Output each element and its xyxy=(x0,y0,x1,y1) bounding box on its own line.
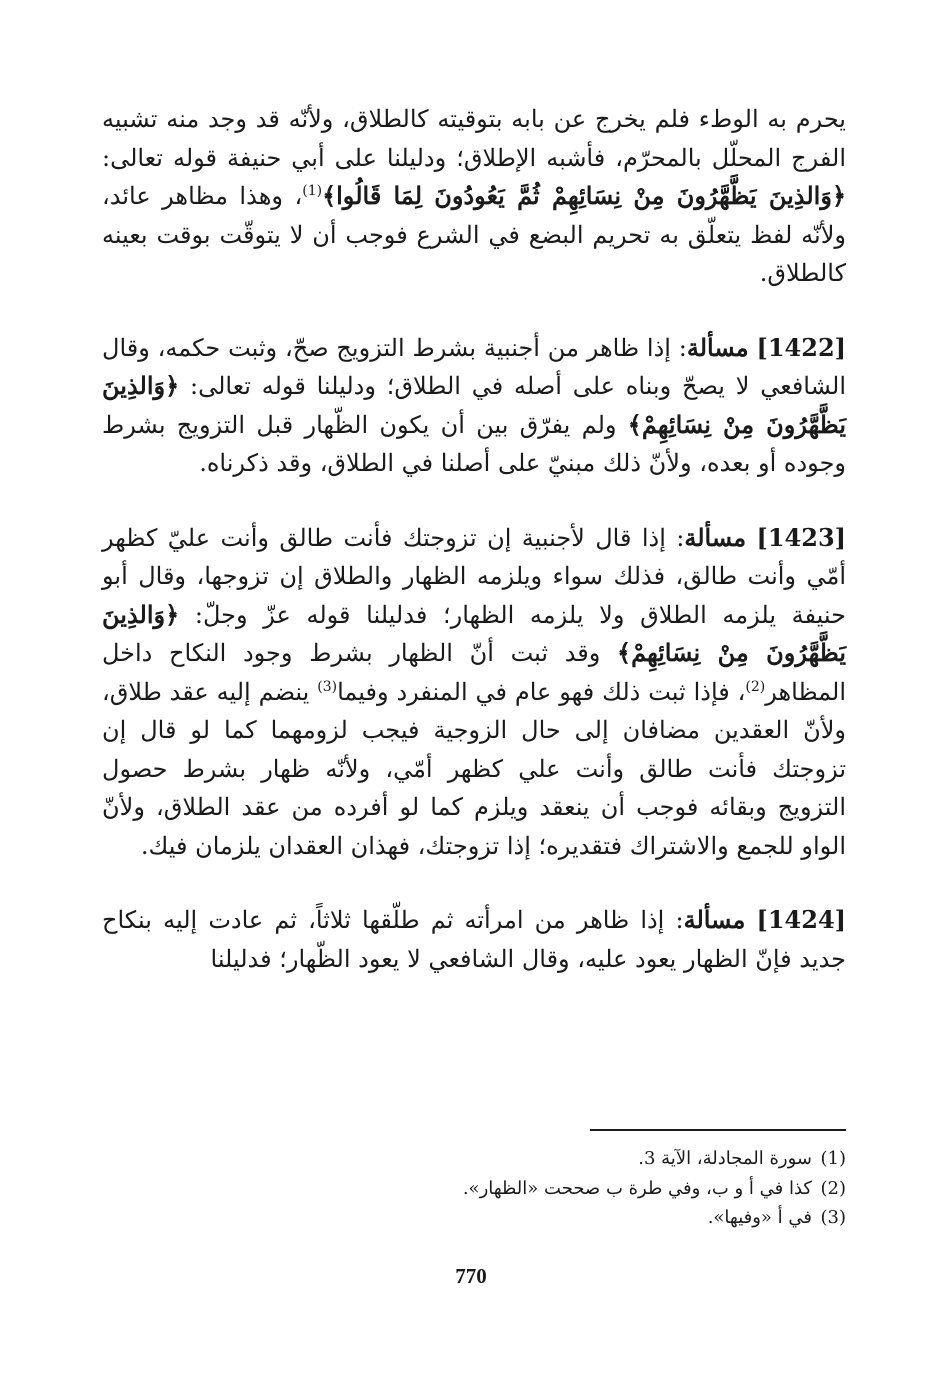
issue-label: مسألة xyxy=(683,905,746,934)
issue-number: [1423] xyxy=(756,522,846,552)
paragraph-text: ، فإذا ثبت ذلك فهو عام في المنفرد وفيما xyxy=(337,677,746,706)
paragraph-text: : إذا قال لأجنبية إن تزوجتك فأنت طالق وأنت عليّ كظهر أمّي وأنت طالق، فذلك سواء ويلزمه الظهار والطلاق إن تزوجها، وقال أبو حنيفة يلزمه الطلاق ولا يلزمه الظهار؛ فدليلنا قوله عزّ وجلّ: xyxy=(102,523,846,629)
paragraph-text: ، وهذا مظاهر عائد، ولأنّه لفظ يتعلّق به تحريم البضع في الشرع فوجب أن لا يتوقّت بوقت بعينه كالطلاق. xyxy=(102,182,846,287)
issue-1423 xyxy=(102,519,846,866)
page-number: 770 xyxy=(455,1264,487,1288)
issue-1424 xyxy=(102,901,846,978)
footnote-text: سورة المجادلة، الآية 3. xyxy=(638,1148,812,1169)
paragraph-text: يحرم به الوطء فلم يخرج عن بابه بتوقيته كالطلاق، ولأنّه قد وجد منه تشبيه الفرج المحلّل بالمحرّم، فأشبه الإطلاق؛ ودليلنا على أبي حنيفة قوله تعالى: xyxy=(102,105,846,172)
quran-quote: ﴿وَالذِينَ يَظَّهَّرُونَ مِنْ نِسَائِهِمْ ثُمَّ يَعُودُونَ لِمَا قَالُوا﴾ xyxy=(322,181,847,210)
footnote-number: (3) xyxy=(820,1207,846,1228)
footnote-number: (1) xyxy=(820,1148,846,1169)
footnote-ref: (3) xyxy=(317,678,338,695)
footnote-text: كذا في أ و ب، وفي طرة ب صححت «الظهار». xyxy=(462,1177,812,1199)
quran-quote: ﴿وَالذِينَ يَظَّهَّرُونَ مِنْ نِسَائِهِمْ﴾ xyxy=(102,599,846,667)
paragraph-text: ولم يفرّق بين أن يكون الظّهار قبل التزويج بشرط وجوده أو بعده، ولأنّ ذلك مبنيّ على أصلنا في الطلاق، وقد ذكرناه. xyxy=(102,410,846,477)
footnote-ref: (2) xyxy=(745,678,766,695)
paragraph-text: ينضم إليه عقد طلاق، ولأنّ العقدين مضافان إلى حال الزوجية فيجب لزومهما كما لو قال إن تزوجتك فأنت طالق وأنت علي كظهر أمّي، ولأنّه ظهار بشرط حصول التزويج وبقائه فوجب أن ينعقد ويلزم كما لو أفرده من عقد الطلاق، ولأنّ الواو للجمع والاشتراك فتقديره؛ إذا تزوجتك، فهذان العقدان يلزمان فيك. xyxy=(102,677,846,860)
footnote-3 xyxy=(102,1203,846,1233)
paragraph-continuation xyxy=(102,100,846,293)
footnote-1 xyxy=(102,1144,846,1174)
footnote-number: (2) xyxy=(820,1177,846,1199)
quran-quote: ﴿وَالذِينَ يَظَّهَّرُونَ مِنْ نِسَائِهِمْ﴾ xyxy=(102,371,847,439)
paragraph-text: وقد ثبت أنّ الظهار بشرط وجود النكاح داخل المظاهر xyxy=(102,639,846,706)
footnote-ref: (1) xyxy=(302,183,323,199)
paragraph-text: : إذا ظاهر من أجنبية بشرط التزويج صحّ، وثبت حكمه، وقال الشافعي لا يصحّ وبناه على أصله في الطلاق؛ ودليلنا قوله تعالى: xyxy=(102,333,846,400)
issue-number: [1424] xyxy=(756,905,846,934)
issue-label: مسألة xyxy=(686,332,749,362)
footnote-text: في أ «وفيها». xyxy=(707,1207,812,1228)
main-text xyxy=(102,100,846,978)
issue-label: مسألة xyxy=(684,522,747,552)
footnote-2 xyxy=(102,1174,846,1204)
footnote-separator xyxy=(590,1129,846,1131)
issue-1422 xyxy=(102,329,846,483)
issue-number: [1422] xyxy=(756,332,846,362)
footnotes xyxy=(102,1144,846,1233)
paragraph-text: : إذا ظاهر من امرأته ثم طلّقها ثلاثاً، ثم عادت إليه بنكاح جديد فإنّ الظهار يعود عليه، وقال الشافعي لا يعود الظّهار؛ فدليلنا xyxy=(102,906,846,973)
